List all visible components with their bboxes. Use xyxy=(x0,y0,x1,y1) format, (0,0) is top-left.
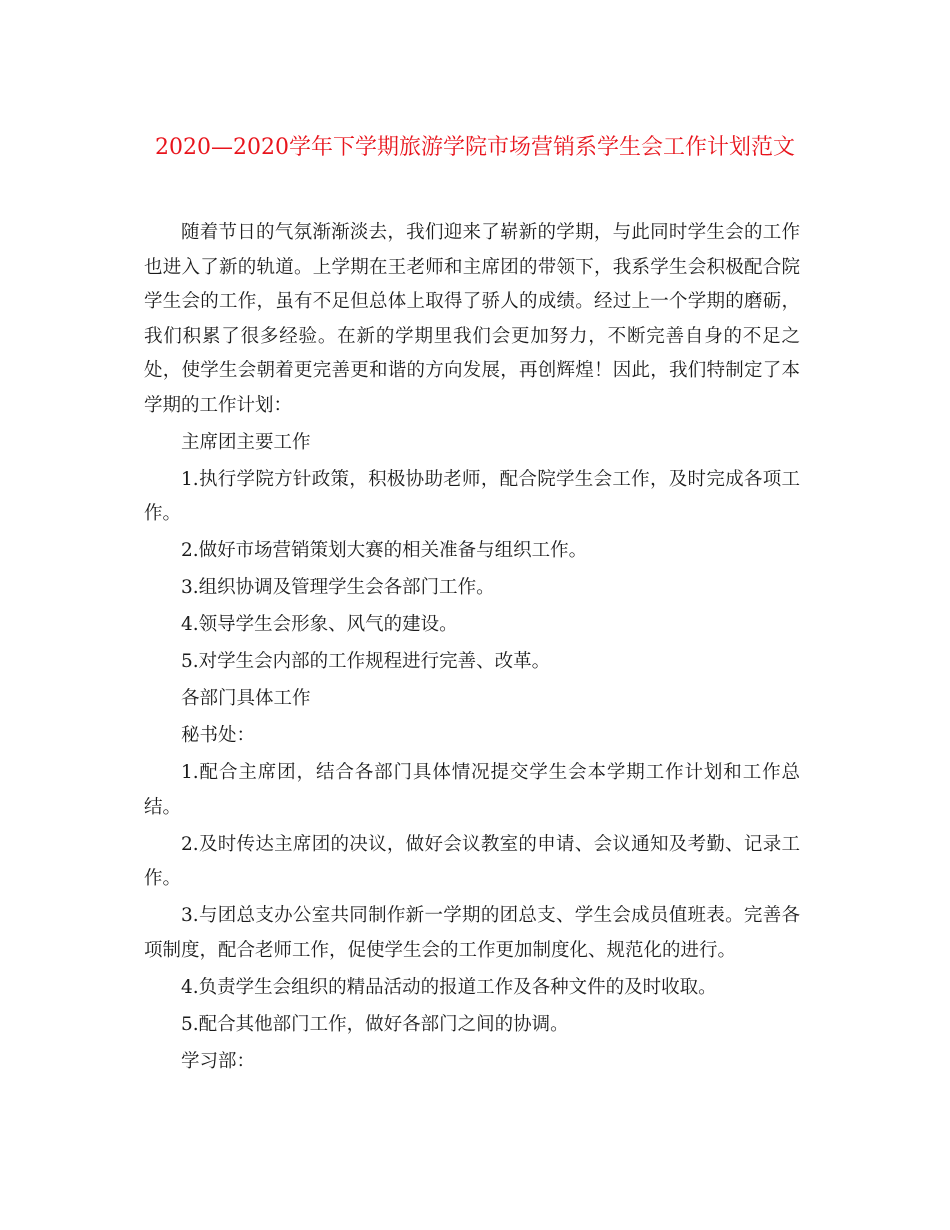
document-body xyxy=(144,216,800,1082)
heading-department-work: 各部门具体工作 xyxy=(181,688,311,709)
document-title: 2020—2020学年下学期旅游学院市场营销系学生会工作计划范文 xyxy=(155,135,795,160)
list-item: 3.组织协调及管理学生会各部门工作。 xyxy=(181,577,495,598)
heading-study-department: 学习部： xyxy=(181,1050,256,1072)
list-item: 2.及时传达主席团的决议，做好会议教室的申请、会议通知及考勤、记录工作。 xyxy=(144,833,800,889)
list-item: 4.负责学生会组织的精品活动的报道工作及各种文件的及时收取。 xyxy=(181,976,717,998)
list-item: 1.执行学院方针政策，积极协助老师，配合院学生会工作，及时完成各项工作。 xyxy=(144,468,800,524)
list-item: 5.对学生会内部的工作规程进行完善、改革。 xyxy=(181,651,551,672)
heading-secretariat: 秘书处： xyxy=(181,725,256,746)
list-item: 4.领导学生会形象、风气的建设。 xyxy=(181,614,458,635)
heading-presidium-work: 主席团主要工作 xyxy=(181,431,311,453)
list-item: 1.配合主席团，结合各部门具体情况提交学生会本学期工作计划和工作总结。 xyxy=(144,762,800,818)
list-item: 2.做好市场营销策划大赛的相关准备与组织工作。 xyxy=(181,540,588,561)
list-item: 5.配合其他部门工作，做好各部门之间的协调。 xyxy=(181,1013,569,1035)
paragraph-intro: 随着节日的气氛渐渐淡去，我们迎来了崭新的学期，与此同时学生会的工作也进入了新的轨道。上学期在王老师和主席团的带领下，我系学生会积极配合院学生会的工作，虽有不足但总体上取得了骄人的成绩。经过上一个学期的磨砺，我们积累了很多经验。在新的学期里我们会更加努力，不断完善自身的不足之处，使学生会朝着更完善更和谐的方向发展，再创辉煌！因此，我们特制定了本学期的工作计划： xyxy=(144,222,800,416)
list-item: 3.与团总支办公室共同制作新一学期的团总支、学生会成员值班表。完善各项制度，配合老师工作，促使学生会的工作更加制度化、规范化的进行。 xyxy=(144,905,800,961)
